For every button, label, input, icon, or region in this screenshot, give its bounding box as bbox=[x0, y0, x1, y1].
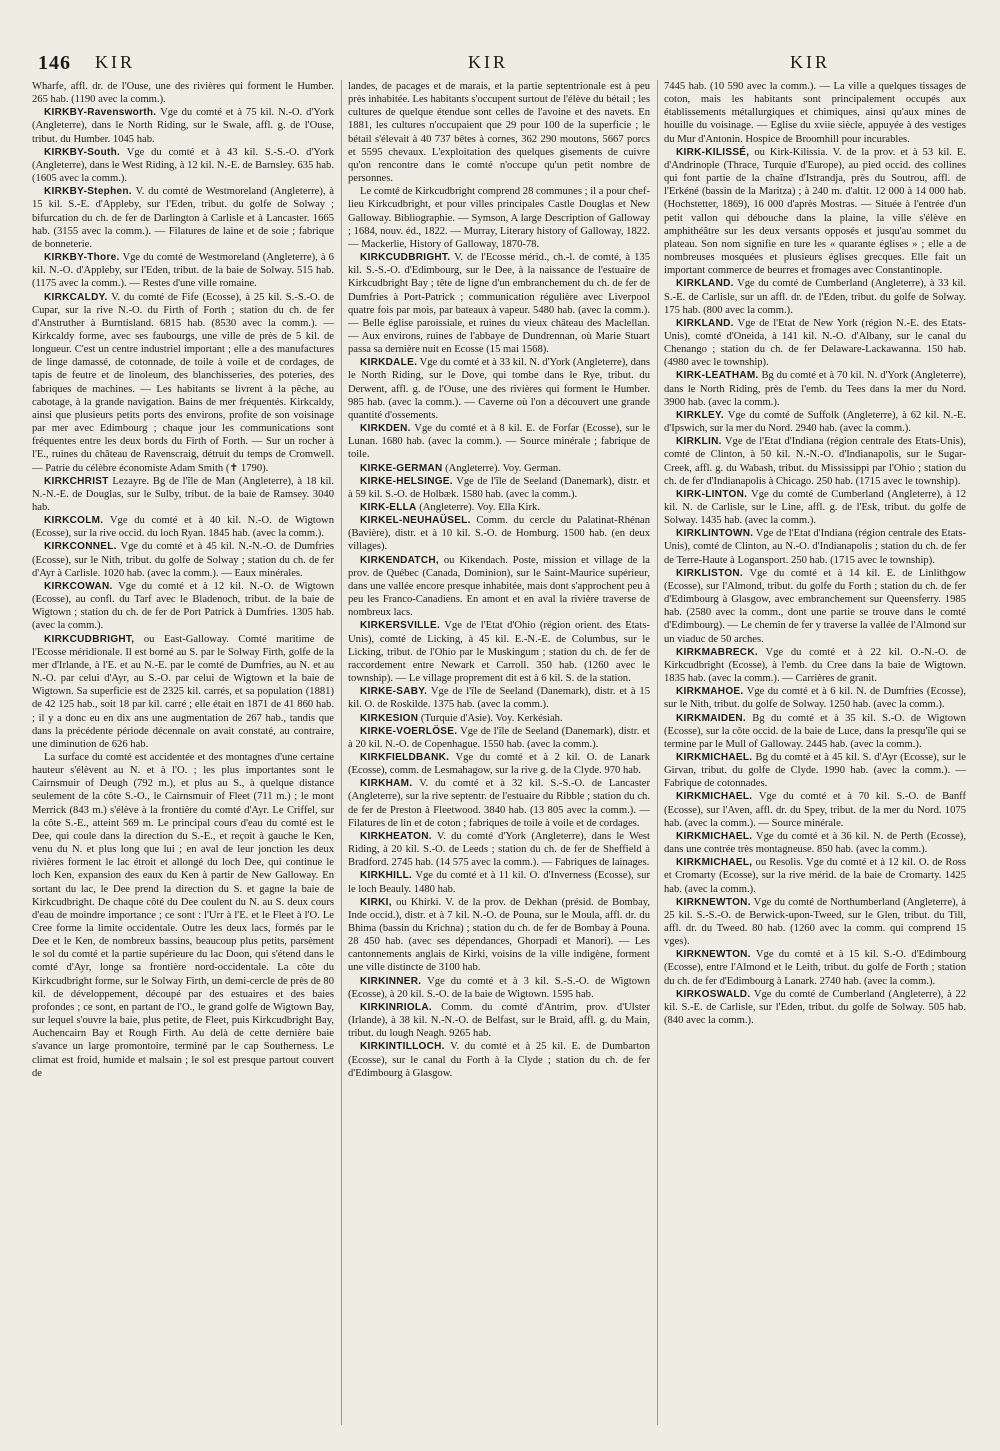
entry-headword: KIRKMICHAEL. bbox=[676, 751, 753, 763]
dictionary-entry bbox=[32, 146, 334, 185]
entry-text: (Angleterre). Voy. Ella Kirk. bbox=[419, 502, 540, 513]
entry-text: Vge du comté et à 6 kil. N. de Dumfries (Ecosse), sur le Nith, tribut. du golfe de Solway. 1250 hab. (avec la comm.). bbox=[664, 686, 966, 711]
dictionary-entry bbox=[664, 146, 966, 278]
entry-headword: KIRKCUDBRIGHT. bbox=[360, 252, 451, 264]
entry-text: V. du comté d'York (Angleterre), dans le West Riding, à 20 kil. S.-O. de Leeds ; station du ch. de fer de Sheffield à Bradford. 2745 hab. (14 575 avec la comm.). — Fabriques de lainages. bbox=[348, 830, 650, 869]
dictionary-entry bbox=[664, 896, 966, 949]
entry-headword: KIRKNEWTON. bbox=[676, 896, 751, 908]
entry-headword: KIRKE-VOERLÖSE. bbox=[360, 725, 458, 737]
entry-headword: KIRKDALE. bbox=[360, 357, 418, 369]
dictionary-entry bbox=[664, 488, 966, 527]
entry-headword: KIRKESION bbox=[360, 712, 419, 724]
entry-text: Vge du comté de Cumberland (Angleterre), à 12 kil. N. de Carlisle, sur le Line, affl. g. de l'Esk, tribut. du golfe de Solway. 1435 hab. (avec la comm.). bbox=[664, 488, 966, 527]
entry-headword: KIRKMABRECK. bbox=[676, 646, 758, 658]
entry-text: Vge du comté et à 22 kil. O.-N.-O. de Kirkcudbright (Ecosse), à l'emb. du Cree dans la baie de Wigtown. 1835 hab. (avec la comm.). — Carrières de granit. bbox=[664, 646, 966, 685]
entry-headword: KIRKLEY. bbox=[676, 409, 724, 421]
entry-text: Vge de l'Etat d'Indiana (région centrale des Etats-Unis), comté de Clinton, à 50 kil. N.-N.-O. d'Indianapolis, sur le Sugar-Creek, affl. g. du Wabash, tribut. du Mississippi par l'Ohio ; station du ch. de fer d'Indianapolis à Chicago. 250 hab. (1715 avec le township). bbox=[664, 436, 966, 487]
page-header bbox=[0, 50, 1000, 80]
dictionary-entry bbox=[664, 751, 966, 790]
entry-headword: KIRKCOWAN. bbox=[44, 580, 113, 592]
entry-headword: KIRKCALDY. bbox=[44, 291, 108, 303]
entry-headword: KIRKMAIDEN. bbox=[676, 712, 746, 724]
entry-text: Vge de l'île de Seeland (Danemark), distr. et à 20 kil. N.-O. de Copenhague. 1550 hab. (avec la comm.). bbox=[348, 725, 650, 750]
entry-text: Vge du comté de Suffolk (Angleterre), à 62 kil. N.-E. d'Ipswich, sur la mer du Nord. 2940 hab. (avec la comm.). bbox=[664, 409, 966, 435]
entry-headword: KIRKLINTOWN. bbox=[676, 528, 754, 540]
entry-headword: KIRKE-SABY. bbox=[360, 686, 428, 698]
dictionary-entry bbox=[348, 751, 650, 777]
entry-text: Comm. du cercle du Palatinat-Rhénan (Bavière), distr. et à 10 kil. S.-O. de Homburg. 1500 hab. (en deux villages). bbox=[348, 515, 650, 553]
dictionary-entry bbox=[32, 514, 334, 540]
dictionary-entry bbox=[664, 712, 966, 751]
entry-text: (Angleterre). Voy. German. bbox=[445, 462, 561, 474]
entry-text: Vge du comté et à 11 kil. O. d'Inverness (Ecosse), sur le loch Beauly. 1480 hab. bbox=[348, 870, 650, 895]
text-columns bbox=[32, 80, 968, 1430]
entry-text: Vge du comté et à 45 kil. N.-N.-O. de Dumfries (Ecosse), sur le Nith, tribut. du golfe de Solway ; station du ch. de fer d'Ayr à Carlisle. 1020 hab. (avec la comm.). — Eaux minérales. bbox=[32, 541, 334, 579]
entry-text: Vge du comté de Northumberland (Angleterre), à 25 kil. S.-S.-O. de Berwick-upon-Tweed, sur le Glen, tribut. du Till, affl. dr. du Tweed. 80 hab. (1260 avec la comm. qui comprend 15 vges). bbox=[664, 896, 966, 948]
entry-headword: KIRKE-GERMAN bbox=[360, 462, 443, 474]
entry-headword: KIRKEL-NEUHAÜSEL. bbox=[360, 515, 471, 527]
entry-text: Comm. du comté d'Antrim, prov. d'Ulster (Irlande), à 38 kil. N.-N.-O. de Belfast, sur le Braid, affl. g. du Main, tribut. du lough Neagh. 9265 hab. bbox=[348, 1001, 650, 1040]
entry-text: Bg du comté et à 70 kil. N. d'York (Angleterre), dans le North Riding, près de l'emb. du Tees dans la mer du Nord. 3900 hab. (avec la comm.). bbox=[664, 370, 966, 408]
running-head-center: KIR bbox=[468, 52, 508, 72]
dictionary-entry bbox=[348, 554, 650, 620]
running-head-right: KIR bbox=[790, 52, 830, 72]
dictionary-entry bbox=[32, 251, 334, 290]
entry-text: Vge du comté et à 14 kil. E. de Linlithgow (Ecosse), sur l'Almond, tribut. du golfe du Forth ; station du ch. de fer d'Edimbourg à Glasgow, avec embranchement sur Queensferry. 1985 hab. (2580 avec la comm., dont une partie se trouve dans le comté d'Edimbourg). — Le chemin de fer y traverse la vallée de l'Almond sur un viaduc de 50 arches. bbox=[664, 567, 966, 645]
dictionary-entry bbox=[348, 619, 650, 685]
entry-text: Vge du comté et à 8 kil. E. de Forfar (Ecosse), sur le Lunan. 1680 hab. (avec la comm.). — Source minérale ; fabrique de toile. bbox=[348, 423, 650, 461]
dictionary-entry bbox=[664, 830, 966, 856]
dictionary-entry bbox=[348, 251, 650, 356]
entry-text: Vge de l'Etat d'Ohio (région orient. des Etats-Unis), comté de Licking, à 45 kil. E.-N.-E. de Columbus, sur le Licking, tribut. de l'Ohio par le Muskingum ; station du ch. de fer de raccordement entre Newark et Carroll. 350 hab. (1260 avec le township). — Le village proprement dit est à 6 kil. S. de la station. bbox=[348, 620, 650, 685]
entry-headword: KIRKMICHAEL. bbox=[676, 791, 753, 803]
entry-text: Vge de l'île de Seeland (Danemark), distr. et à 15 kil. O. de Roskilde. 1375 hab. (avec la comm.). bbox=[348, 686, 650, 711]
dictionary-entry bbox=[348, 185, 650, 251]
dictionary-entry bbox=[664, 277, 966, 316]
dictionary-entry bbox=[348, 685, 650, 711]
entry-headword: KIRKOSWALD. bbox=[676, 988, 751, 1000]
entry-text: La surface du comté est accidentée et des montagnes d'une certaine hauteur s'élèvent au N. et à l'O. ; les plus importantes sont le Cairnsmuir of Deugh (792 m.), et plus au S., à quelque distance seulement de la côte S.-O., le Cairnsmuir of Fleet (711 m.) ; le mont Merrick (843 m.) s'élève à la frontière du comté d'Ayr. Le Criffel, sur la côte S.-E., atteint 569 m. Le principal cours d'eau du comté est le Dee, qui coule dans la direction du S.-E., et reçoit à gauche le Ken, venu du N. et plus long que lui ; en aval de leur jonction les deux rivières forment le lac étroit et allongé du loch Dee, qui continue le loch Ken, expansion des eaux du Ken à partir de New Galloway. En sortant du lac, le Dee prend la direction du S. et gagne la baie de Kirkcudbright. De chaque côté du Dee coulent du N. au S. deux cours d'eau de moindre importance ; ce sont : l'Urr à l'E. et le Fleet à l'O. Le Cree forme la limite occidentale. Outre les deux lacs, formés par le Dee et le Ken, de nombreux bassins, beaucoup plus petits, parsèment le sol du comté et la partie supérieure du lac Doon, qui s'étend dans le comté d'Ayr, longe sa frontière nord-occidentale. La côte du Kirkcudbright forme, sur le Solway Firth, un demi-cercle de près de 80 kil. de développement, découpé par des estuaires et des baies profondes ; ce sont, en partant de l'O., le grand golfe de Wigtown Bay, sur lequel s'ouvre la baie, plus petite, de Fleet, puis Kirkcudbright Bay, Auchencairn Bay et Rough Firth. Au delà de cette dernière baie s'avance un large promontoire, terminé par le cap Southerness. Le climat est froid, humide et malsain ; le sol est presque partout couvert de bbox=[32, 751, 334, 1079]
dictionary-entry bbox=[348, 514, 650, 553]
dictionary-entry bbox=[348, 725, 650, 751]
entry-headword: KIRKBY-Stephen. bbox=[44, 186, 132, 198]
entry-headword: KIRKHILL. bbox=[360, 870, 413, 882]
entry-text: Vge du comté et à 2 kil. O. de Lanark (Ecosse), comm. de Lesmahagow, sur la rive g. de la Clyde. 970 hab. bbox=[348, 751, 650, 777]
dictionary-entry bbox=[348, 1001, 650, 1040]
dictionary-entry bbox=[348, 712, 650, 725]
entry-headword: KIRKINNER. bbox=[360, 975, 422, 987]
dictionary-entry bbox=[32, 540, 334, 579]
entry-headword: KIRKLISTON. bbox=[676, 567, 744, 579]
entry-headword: KIRKDEN. bbox=[360, 423, 411, 435]
entry-text: Bg du comté et à 45 kil. S. d'Ayr (Ecosse), sur le Girvan, tribut. du golfe de Clyde. 1990 hab. (avec la comm.). — Fabrique de cotonnades. bbox=[664, 751, 966, 790]
entry-text: V. du comté de Fife (Ecosse), à 25 kil. S.-S.-O. de Cupar, sur la rive N.-O. du Firth of Forth ; station du ch. de fer d'Anstruther à Burntisland. 6815 hab. (8530 avec la comm.). — Kirkcaldy forme, avec ses faubourgs, une ville de près de 5 kil. de longueur. C'est un centre industriel important ; elle a des manufactures de linge damassé, de cotonnade, de toile à voile et de cordages, de tapis de feutre et de linoleum, des blanchisseries, des poteries, des fabriques de machines. — Les habitants se livrent à la pêche, au cabotage, à la grande navigation. Bains de mer fréquentés. Kirkcaldy, ainsi que plusieurs petits ports des environs, profite de son voisinage par mer avec Edimbourg ; chaque jour les communications sont fréquentes entre les deux bords du Firth of Forth. — Sur un rocher à l'E., ruines du château de Ravenscraig, détruit du temps de Cromwell. — Patrie du célèbre économiste Adam Smith (✝ 1790). bbox=[32, 291, 334, 474]
dictionary-entry bbox=[348, 356, 650, 422]
entry-headword: KIRKCONNEL. bbox=[44, 541, 117, 553]
entry-headword: KIRKLAND. bbox=[676, 278, 734, 290]
dictionary-entry bbox=[32, 580, 334, 633]
dictionary-entry bbox=[664, 80, 966, 146]
entry-headword: KIRKHAM. bbox=[360, 778, 413, 790]
entry-text: Vge du comté de Westmoreland (Angleterre), à 6 kil. N.-O. d'Appleby, sur l'Eden, tribut. de la baie de Solway. 515 hab. (1175 avec la comm.). — Restes d'une ville romaine. bbox=[32, 252, 334, 290]
entry-headword: KIRKE-HELSINGE. bbox=[360, 475, 453, 487]
entry-text: V. du comté et à 32 kil. S.-S.-O. de Lancaster (Angleterre), sur la rive septentr. de l'estuaire du Ribble ; station du ch. de fer de Preston à Fleetwood. 3840 hab. (13 805 avec la comm.). — Filatures de lin et de coton ; fabriques de toile à voile et de cordages. bbox=[348, 778, 650, 829]
entry-text: ou Kikendach. Poste, mission et village de la prov. de Québec (Canada, Dominion), sur le Saint-Maurice supérieur, dans une vallée encore presque inhabitée, mais dont s'approchent peu à peu les Franco-Canadiens. En amont et en aval la rivière traverse de nombreux lacs. bbox=[348, 554, 650, 619]
dictionary-entry bbox=[664, 527, 966, 566]
entry-headword: KIRKMAHOE. bbox=[676, 686, 744, 698]
entry-text: Vge du comté et à 43 kil. S.-S.-O. d'York (Angleterre), dans le West Riding, à 12 kil. N.-E. de Barnsley. 635 hab. (1605 avec la comm.). bbox=[32, 146, 334, 185]
entry-text: Vge du comté et à 36 kil. N. de Perth (Ecosse), dans une contrée très montagneuse. 850 hab. (avec la comm.). bbox=[664, 830, 966, 856]
column-middle bbox=[348, 80, 650, 1430]
entry-headword: KIRKINTILLOCH. bbox=[360, 1041, 445, 1053]
entry-text: V. de l'Ecosse mérid., ch.-l. de comté, à 135 kil. S.-S.-O. d'Edimbourg, sur le Dee, à la naissance de l'estuaire de Kirkcudbright Bay ; tête de ligne d'un embranchement du ch. de fer de Dumfries à Port-Patrick ; communication régulière avec Liverpool quatre fois par mois, par bateaux à vapeur. 5480 hab. (avec la comm.). — Belle église paroissiale, et ruines du vieux château des Maclellan. — Aux environs, ruines de l'abbaye de Dundrennan, où Marie Stuart passa sa dernière nuit en Ecosse (15 mai 1568). bbox=[348, 252, 650, 356]
entry-text: Vge de l'Etat d'Indiana (région centrale des Etats-Unis), comté de Clinton, au N.-O. d'Indianapolis ; station du ch. de fer de Terre-Haute à Logansport. 250 hab. (1715 avec le township). bbox=[664, 528, 966, 566]
dictionary-entry bbox=[348, 896, 650, 975]
entry-text: ou Resolis. Vge du comté et à 12 kil. O. de Ross et Cromarty (Ecosse), sur la rive mérid. de la baie de Cromarty. 1425 hab. (avec la comm.). bbox=[664, 857, 966, 895]
entry-headword: KIRKMICHAEL. bbox=[676, 830, 753, 842]
entry-headword: KIRKCUDBRIGHT, bbox=[44, 633, 135, 645]
entry-text: ou East-Galloway. Comté maritime de l'Ecosse méridionale. Il est borné au S. par le Solway Firth, golfe de la mer d'Irlande, à l'E. et au N.-E. par le comté de Dumfries, au N. et au N.-O. par celui d'Ayr, au S.-O. par celui de Wigtown et la baie de Wigtown. Sa superficie est de 2325 kil. carrés, et sa population (1881) de 42 125 hab., soit 18 par kil. carré ; elle était en 1871 de 41 860 hab. ; il y a donc eu en dix ans une augmentation de 267 hab., tandis que dans la précédente période décennale on avait constaté, au contraire, une diminution de 626 hab. bbox=[32, 633, 334, 750]
dictionary-entry bbox=[664, 567, 966, 646]
entry-headword: KIRKERSVILLE. bbox=[360, 620, 441, 632]
entry-headword: KIRKBY-South. bbox=[44, 146, 121, 158]
dictionary-entry bbox=[348, 869, 650, 895]
entry-text: Vge du comté et à 75 kil. N.-O. d'York (Angleterre), dans le North Riding, sur le Swale, affl. g. de l'Ouse, tribut. du Humber. 1045 hab. bbox=[32, 107, 334, 145]
entry-text: Vge du comté et à 70 kil. S.-O. de Banff (Ecosse), sur l'Aven, affl. dr. du Spey, tribut. de la mer du Nord. 1075 hab. (avec la comm.). — Source minérale. bbox=[664, 791, 966, 829]
entry-text: Vge du comté de Cumberland (Angleterre), à 22 kil. S.-E. de Carlisle, sur l'Eden, tribut. du golfe de Solway. 505 hab. (840 avec la comm.). bbox=[664, 988, 966, 1027]
dictionary-entry bbox=[348, 80, 650, 185]
entry-text: Vge de l'île de Seeland (Danemark), distr. et à 59 kil. S.-O. de Holbæk. 1580 hab. (avec la comm.). bbox=[348, 475, 650, 500]
dictionary-entry bbox=[32, 80, 334, 106]
dictionary-entry bbox=[664, 435, 966, 488]
page-number: 146 bbox=[38, 52, 71, 74]
dictionary-entry bbox=[664, 856, 966, 895]
column-left bbox=[32, 80, 334, 1430]
entry-text: Vge du comté de Cumberland (Angleterre), à 33 kil. S.-E. de Carlisle, sur un affl. dr. de l'Eden, tribut. du golfe de Solway. 175 hab. (800 avec la comm.). bbox=[664, 278, 966, 316]
dictionary-entry bbox=[664, 948, 966, 987]
dictionary-entry bbox=[32, 291, 334, 475]
entry-headword: KIRKFIELDBANK. bbox=[360, 751, 450, 763]
entry-headword: KIRK-KILISSÉ, bbox=[676, 146, 750, 158]
dictionary-entry bbox=[348, 501, 650, 514]
running-head-left: KIR bbox=[95, 52, 135, 72]
dictionary-entry bbox=[32, 106, 334, 145]
entry-headword: KIRKI, bbox=[360, 896, 392, 908]
dictionary-entry bbox=[32, 185, 334, 251]
entry-text: Vge du comté et à 40 kil. N.-O. de Wigtown (Ecosse), sur la rive occid. du loch Ryan. 1845 hab. (avec la comm.). bbox=[32, 515, 334, 540]
dictionary-entry bbox=[664, 369, 966, 408]
entry-headword: KIRK-LEATHAM. bbox=[676, 370, 759, 382]
dictionary-entry bbox=[348, 462, 650, 475]
entry-text: Bg du comté et à 35 kil. S.-O. de Wigtown (Ecosse), sur la côte occid. de la baie de Luce, dans la presqu'île qui se termine par le Mull of Galloway. 2445 hab. (avec la comm.). bbox=[664, 712, 966, 750]
entry-text: Vge de l'Etat de New York (région N.-E. des Etats-Unis), comté d'Oneida, à 141 kil. N.-O. d'Albany, sur le canal du Chenango ; station du ch. de fer Delaware-Lackawanna. 150 hab. (4980 avec le township). bbox=[664, 317, 966, 369]
entry-headword: KIRKENDATCH, bbox=[360, 554, 439, 566]
column-right bbox=[664, 80, 966, 1430]
entry-text: 7445 hab. (10 590 avec la comm.). — La ville a quelques tissages de coton, mais les habitants sont principalement occupés aux établissements métallurgiques et chimiques, ainsi qu'aux mines de houille du voisinage. — Eglise du xviie siècle, appuyée à des vestiges du Mur d'Antonin. Hospice de Broomhill pour incurables. bbox=[664, 81, 966, 145]
entry-text: Vge du comté et à 15 kil. S.-O. d'Edimbourg (Ecosse), entre l'Almond et le Leith, tribut. du golfe de Forth ; station du ch. de fer d'Edimbourg à Lanark. 2740 hab. (avec la comm.). bbox=[664, 949, 966, 987]
entry-text: ou Khirki. V. de la prov. de Dekhan (présid. de Bombay, Inde occid.), distr. et à 7 kil. N.-O. de Pouna, sur le Moula, affl. dr. du Bhima (bassin du Krichna) ; station du ch. de fer de Bombay à Pouna. 28 450 hab. (avec ses dépendances, Ghorpadi et Manori). — Les cantonnements anglais de Kirki, voisins de la ville indigène, forment une ville distincte de 3100 hab. bbox=[348, 896, 650, 974]
dictionary-entry bbox=[348, 475, 650, 501]
entry-headword: KIRKHEATON. bbox=[360, 830, 432, 842]
entry-headword: KIRKCHRIST bbox=[44, 475, 109, 487]
entry-text: Le comté de Kirkcudbright comprend 28 communes ; il a pour chef-lieu Kirkcudbright, et pour villes principales Castle Douglas et New Galloway. Bibliographie. — Symson, A large Description of Galloway ; 1684, nouv. éd., 1822. — Murray, Literary history of Galloway, 1822. — Mackerlie, History of Galloway, 1870-78. bbox=[348, 186, 650, 250]
entry-headword: KIRKNEWTON. bbox=[676, 949, 751, 961]
entry-headword: KIRK-ELLA bbox=[360, 502, 417, 513]
entry-text: V. du comté et à 25 kil. E. de Dumbarton (Ecosse), sur le canal du Forth à la Clyde ; station du ch. de fer d'Edimbourg à Glasgow. bbox=[348, 1041, 650, 1079]
entry-text: (Turquie d'Asie). Voy. Kerkésiah. bbox=[420, 712, 563, 724]
entry-headword: KIRKCOLM. bbox=[44, 515, 104, 527]
entry-headword: KIRKLIN. bbox=[676, 436, 722, 448]
entry-text: V. du comté de Westmoreland (Angleterre), à 15 kil. S.-E. d'Appleby, sur l'Eden, tribut. du golfe de Solway ; bifurcation du ch. de fer de Darlington à Carlisle et à Lancaster. 1665 hab. (3155 avec la comm.). — Filatures de laine et de soie ; fabrique de bonneterie. bbox=[32, 186, 334, 250]
dictionary-entry bbox=[348, 422, 650, 461]
entry-text: Wharfe, affl. dr. de l'Ouse, une des rivières qui forment le Humber. 265 hab. (1190 avec la comm.). bbox=[32, 81, 334, 106]
dictionary-entry bbox=[664, 646, 966, 685]
entry-headword: KIRKMICHAEL, bbox=[676, 857, 753, 869]
entry-headword: KIRKBY-Ravensworth. bbox=[44, 107, 157, 119]
dictionary-entry bbox=[348, 975, 650, 1001]
entry-headword: KIRKLAND. bbox=[676, 317, 734, 329]
dictionary-entry bbox=[664, 317, 966, 370]
entry-text: Vge du comté et à 12 kil. N.-O. de Wigtown (Ecosse), au confl. du Tarf avec le Bladenoch, tribut. de la baie de Wigtown ; station du ch. de fer de Port Patrick à Dumfries. 1305 hab. (avec la comm.). bbox=[32, 580, 334, 632]
entry-headword: KIRK-LINTON. bbox=[676, 488, 748, 500]
dictionary-entry bbox=[664, 685, 966, 711]
dictionary-entry bbox=[348, 777, 650, 830]
dictionary-entry bbox=[32, 633, 334, 751]
dictionary-entry bbox=[32, 751, 334, 1080]
entry-text: Lezayre. Bg de l'île de Man (Angleterre), à 18 kil. N.-N.-E. de Douglas, sur le Sulby, tribut. de la baie de Ramsey. 3040 hab. bbox=[32, 475, 334, 513]
dictionary-entry bbox=[664, 409, 966, 435]
entry-headword: KIRKBY-Thore. bbox=[44, 252, 120, 264]
entry-text: ou Kirk-Kilissia. V. de la prov. et à 53 kil. E. d'Andrinople (Thrace, Turquie d'Europe), au pied occid. des collines qui font partie de la chaîne d'Istrandja, près du Soutrou, affl. de l'Erkéné (bassin de la Maritza) ; à 240 m. d'altit. 12 000 à 14 000 hab. (Hochstetter, 1869), 16 000 d'après Mostras. — Située à l'entrée d'un petit vallon qui débouche dans la plaine, la ville s'élève en amphithéâtre sur les deux versants opposés et jusqu'au sommet du plateau. Son nom signifie en ture les « quarante églises » ; elle a de nombreuses mosquées et plusieurs églises grecques. Elle fait un important commerce de beurres et fromages avec Constantinople. bbox=[664, 146, 966, 277]
dictionary-entry bbox=[32, 475, 334, 514]
dictionary-entry bbox=[348, 830, 650, 869]
entry-headword: KIRKINRIOLA. bbox=[360, 1001, 432, 1013]
dictionary-entry bbox=[348, 1040, 650, 1079]
entry-text: Vge du comté et à 33 kil. N. d'York (Angleterre), dans le North Riding, sur le Dove, qui tombe dans le Rye, tribut. du Derwent, affl. g. de l'Ouse, une des rivières qui forment le Humber. 985 hab. (avec la comm.). — Caverne où l'on a découvert une grande quantité d'ossements. bbox=[348, 357, 650, 421]
dictionary-entry bbox=[664, 988, 966, 1027]
dictionary-entry bbox=[664, 790, 966, 829]
entry-text: Vge du comté et à 3 kil. S.-S.-O. de Wigtown (Ecosse), à 20 kil. S.-O. de la baie de Wigtown. 1595 hab. bbox=[348, 975, 650, 1000]
entry-text: landes, de pacages et de marais, et la partie septentrionale est à peu près inhabitée. Les habitants s'occupent surtout de l'élève du bétail ; les cultures de quelque étendue sont celles de l'avoine et des navets. En 1881, les cultures n'occupaient que 29 pour 100 de la superficie ; le bétail s'élevait à 40 737 bêtes à cornes, 362 290 moutons, 5667 porcs et 5595 chevaux. L'exploitation des quelques gisements de cuivre qu'on rencontre dans le comté n'occupe qu'un petit nombre de personnes. bbox=[348, 81, 650, 185]
